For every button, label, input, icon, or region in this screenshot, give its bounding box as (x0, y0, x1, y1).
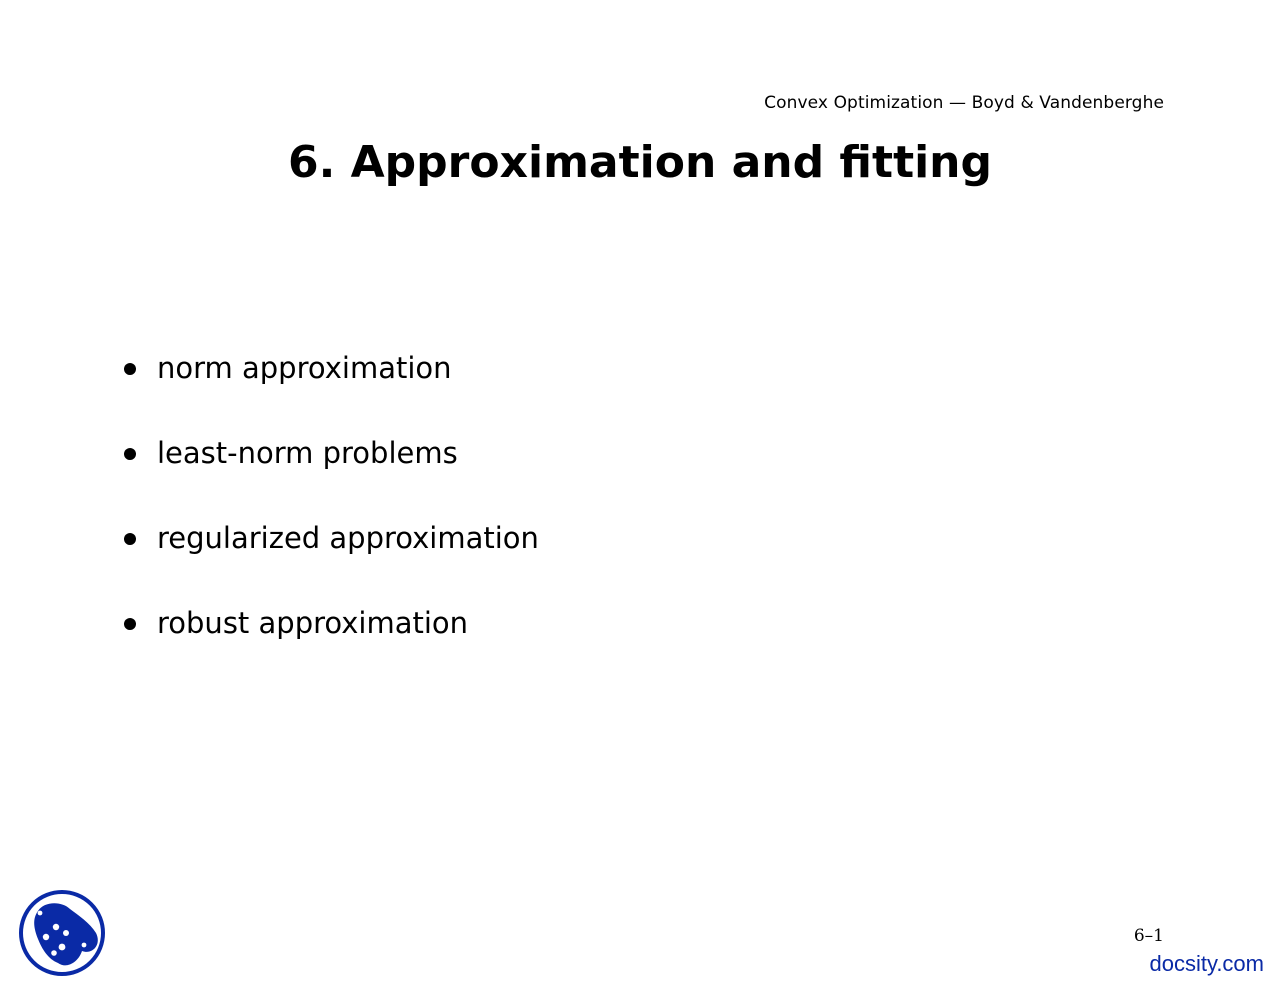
list-item (124, 348, 539, 433)
bullet-text: regularized approximation (157, 521, 539, 555)
bullet-text: norm approximation (157, 351, 452, 385)
bullet-icon (124, 533, 136, 545)
bullet-text: least-norm problems (157, 436, 458, 470)
page-number: 6–1 (1133, 926, 1164, 946)
bullet-icon (124, 618, 136, 630)
stanford-logo-icon (18, 889, 106, 977)
docsity-watermark-link[interactable]: docsity.com (1149, 951, 1264, 976)
list-item (124, 433, 539, 518)
bullet-icon (124, 363, 136, 375)
bullet-list (124, 348, 539, 688)
list-item (124, 603, 539, 688)
list-item (124, 518, 539, 603)
header-credit: Convex Optimization — Boyd & Vandenberghe (764, 93, 1164, 113)
bullet-text: robust approximation (157, 606, 469, 640)
bullet-icon (124, 448, 136, 460)
slide-title: 6. Approximation and fitting (287, 137, 993, 188)
